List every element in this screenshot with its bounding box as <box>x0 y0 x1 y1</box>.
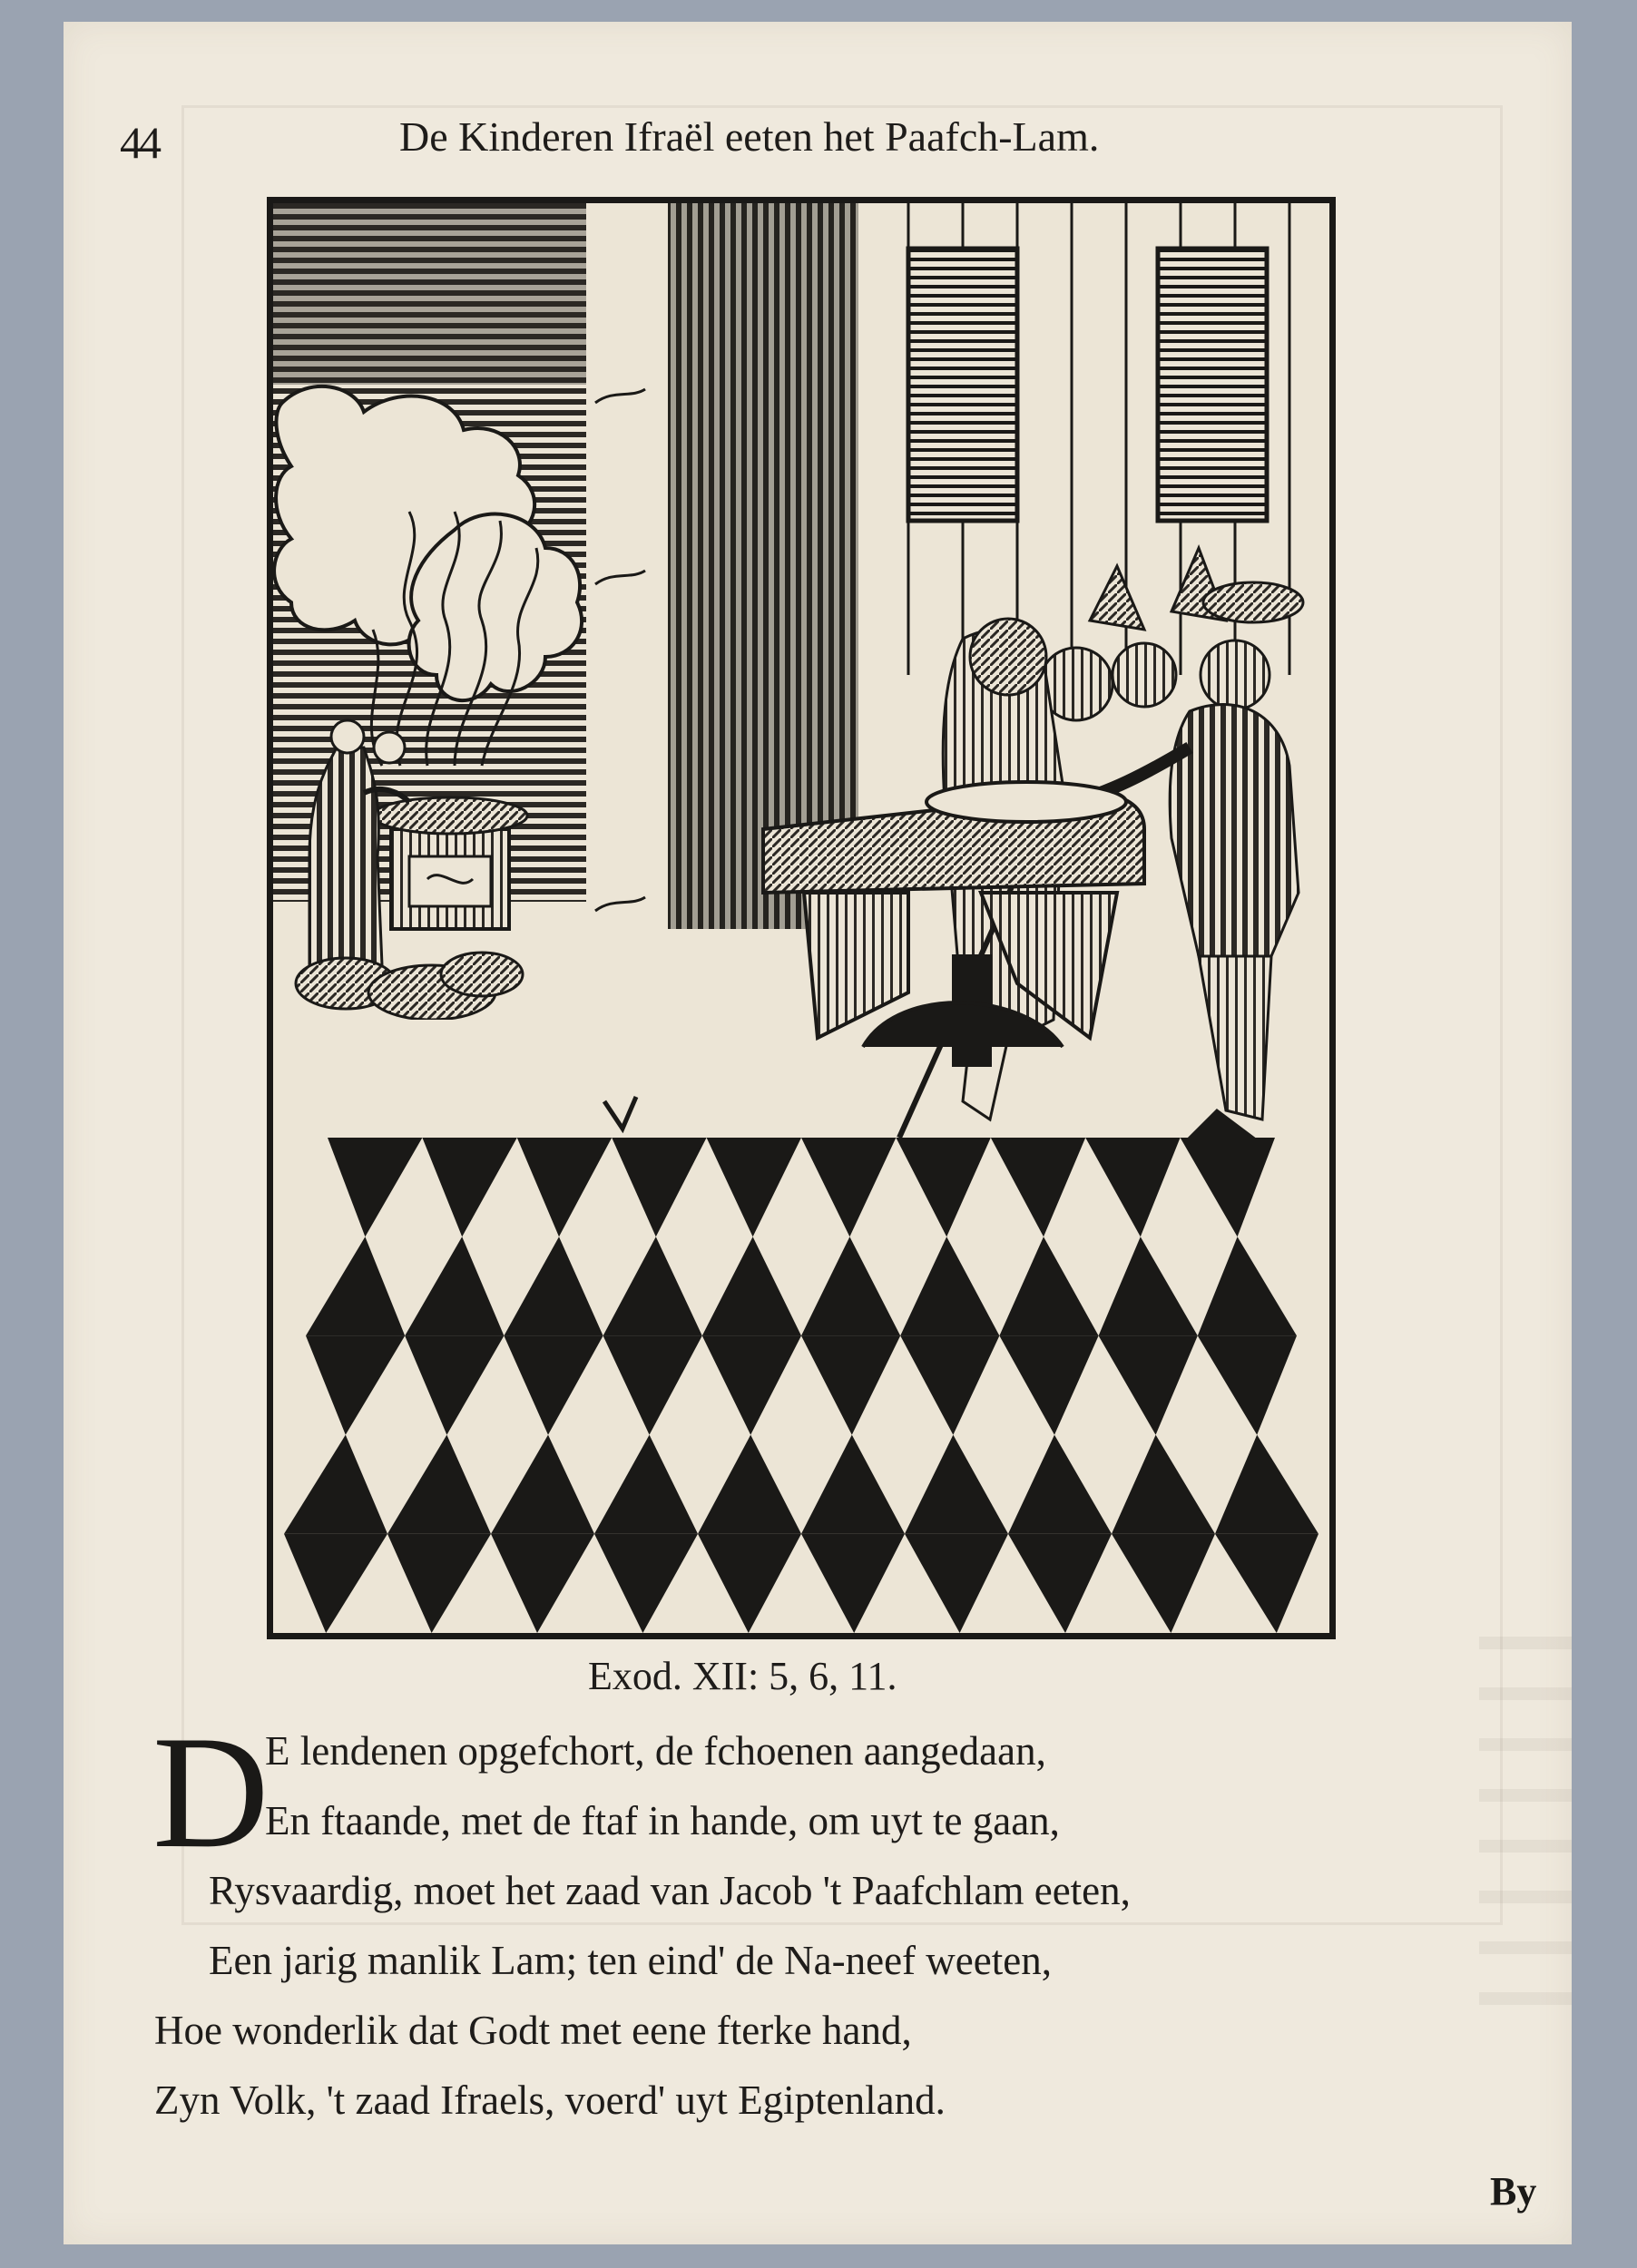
verse-line-5: Hoe wonderlik dat Godt met eene fterke hand, <box>154 2008 912 2053</box>
book-page <box>64 22 1572 2244</box>
floor-tile <box>702 1335 801 1434</box>
floor-tile <box>405 1237 504 1335</box>
floor-tile <box>801 1138 896 1237</box>
floor-tile <box>491 1435 594 1534</box>
floor-tile <box>905 1435 1008 1534</box>
catchword: By <box>1490 2169 1537 2214</box>
floor-tile <box>801 1534 905 1633</box>
verse-line-6: Zyn Volk, 't zaad Ifraels, voerd' uyt Egiptenland. <box>154 2077 946 2123</box>
floor-tile <box>801 1237 900 1335</box>
floor-tile <box>896 1138 990 1237</box>
verse-line-1: E lendenen opgefchort, de fchoenen aangedaan, <box>265 1728 1046 1774</box>
floor-tile <box>306 1237 405 1335</box>
floor-tile <box>1112 1534 1215 1633</box>
floor-tile <box>284 1534 387 1633</box>
woodcut-illustration <box>267 197 1336 1639</box>
floor-tile <box>504 1335 603 1434</box>
floor-tile <box>594 1534 698 1633</box>
floor-tile <box>284 1435 387 1534</box>
floor-tile <box>801 1335 900 1434</box>
floor-tile <box>1215 1435 1318 1534</box>
floor-tile <box>594 1435 698 1534</box>
floor-tile <box>707 1138 801 1237</box>
floor-tile <box>999 1237 1098 1335</box>
floor-tile <box>387 1534 491 1633</box>
floor-tile <box>603 1237 702 1335</box>
floor-tile <box>999 1335 1098 1434</box>
floor-tile <box>991 1138 1085 1237</box>
floor-tile <box>1215 1534 1318 1633</box>
floor-tile <box>612 1138 706 1237</box>
floor-tile <box>702 1237 801 1335</box>
floor-tile <box>1008 1435 1112 1534</box>
floor-tile <box>504 1237 603 1335</box>
floor-tile <box>405 1335 504 1434</box>
floor-tile <box>900 1237 999 1335</box>
floor-tile <box>698 1534 801 1633</box>
floor-tile <box>387 1435 491 1534</box>
drop-cap: D <box>152 1702 270 1882</box>
checkered-floor <box>284 1138 1318 1633</box>
floor-tile <box>900 1335 999 1434</box>
floor-tile <box>1198 1335 1297 1434</box>
verse-line-2: En ftaande, met de ftaf in hande, om uyt te gaan, <box>265 1798 1060 1843</box>
floor-tile <box>491 1534 594 1633</box>
floor-tile <box>1099 1335 1198 1434</box>
floor-tile <box>698 1435 801 1534</box>
floor-tile <box>1112 1435 1215 1534</box>
verse-line-4: Een jarig manlik Lam; ten eind' de Na-neef weeten, <box>209 1938 1052 1983</box>
floor-tile <box>306 1335 405 1434</box>
scripture-citation: Exod. XII: 5, 6, 11. <box>588 1654 897 1698</box>
floor-tile <box>1181 1138 1275 1237</box>
floor-tile <box>905 1534 1008 1633</box>
floor-tile <box>328 1138 422 1237</box>
woodcut-image <box>273 203 1329 1633</box>
floor-tile <box>1198 1237 1297 1335</box>
verse-line-3: Rysvaardig, moet het zaad van Jacob 't Paafchlam eeten, <box>209 1868 1131 1913</box>
running-head: De Kinderen Ifraël eeten het Paafch-Lam. <box>399 113 1100 160</box>
floor-tile <box>1085 1138 1180 1237</box>
page-number: 44 <box>120 117 158 168</box>
floor-tile <box>517 1138 612 1237</box>
floor-tile <box>422 1138 516 1237</box>
floor-tile <box>603 1335 702 1434</box>
show-through-text <box>1479 1637 1572 2018</box>
floor-tile <box>1099 1237 1198 1335</box>
floor-tile <box>1008 1534 1112 1633</box>
floor-tile <box>801 1435 905 1534</box>
